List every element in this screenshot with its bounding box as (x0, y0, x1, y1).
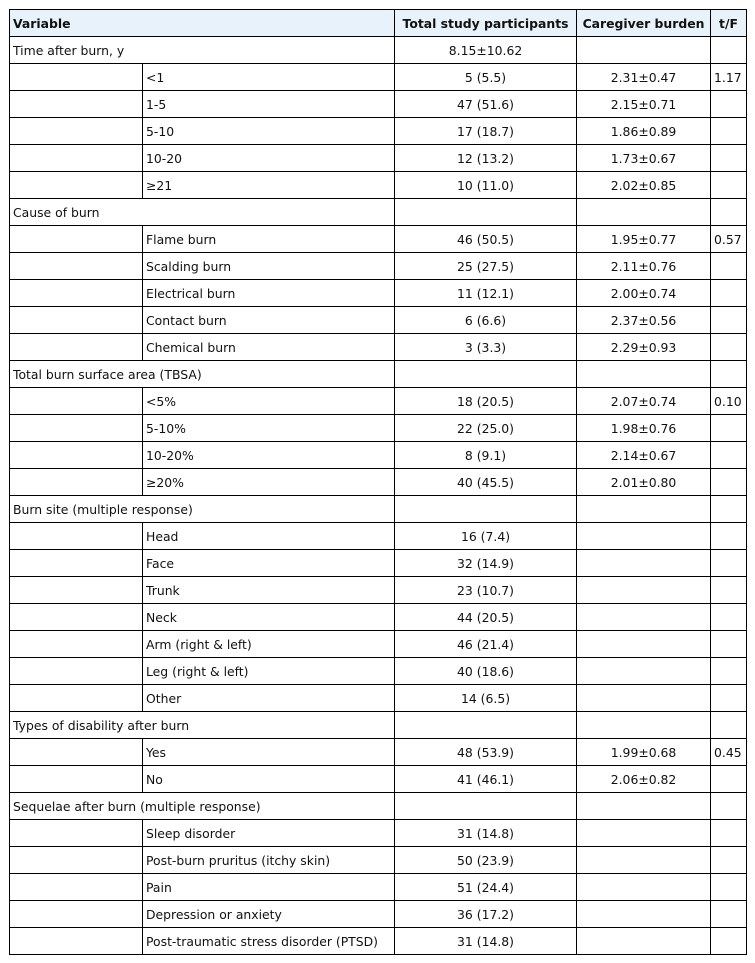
group-row (10, 793, 747, 820)
table-row (10, 415, 747, 442)
row-label: Arm (right & left) (143, 631, 395, 658)
table-header (10, 10, 747, 37)
table-row (10, 550, 747, 577)
indent-cell (10, 604, 143, 631)
total-participants-cell: 23 (10.7) (395, 577, 577, 604)
total-participants-cell: 31 (14.8) (395, 928, 577, 955)
indent-cell (10, 334, 143, 361)
row-label: Sleep disorder (143, 820, 395, 847)
row-label: Post-traumatic stress disorder (PTSD) (143, 928, 395, 955)
row-label: 5-10% (143, 415, 395, 442)
tf-cell (711, 766, 747, 793)
total-participants-cell: 32 (14.9) (395, 550, 577, 577)
table-body (10, 37, 747, 955)
header-caregiver-burden: Caregiver burden (577, 10, 711, 37)
row-label: 1-5 (143, 91, 395, 118)
tf-cell: 0.10 (711, 388, 747, 415)
row-label: 10-20% (143, 442, 395, 469)
caregiver-burden-cell: 2.14±0.67 (577, 442, 711, 469)
tf-cell (711, 523, 747, 550)
caregiver-burden-cell: 2.15±0.71 (577, 91, 711, 118)
table-row (10, 874, 747, 901)
row-label: <1 (143, 64, 395, 91)
table-row (10, 658, 747, 685)
caregiver-burden-cell (577, 820, 711, 847)
caregiver-burden-cell (577, 793, 711, 820)
caregiver-burden-cell: 2.11±0.76 (577, 253, 711, 280)
indent-cell (10, 577, 143, 604)
row-label: Neck (143, 604, 395, 631)
table-row (10, 685, 747, 712)
caregiver-burden-cell (577, 847, 711, 874)
caregiver-burden-cell (577, 37, 711, 64)
tf-cell (711, 307, 747, 334)
tf-cell (711, 442, 747, 469)
tf-cell (711, 577, 747, 604)
row-label: No (143, 766, 395, 793)
header-row (10, 10, 747, 37)
row-label: Trunk (143, 577, 395, 604)
total-participants-cell: 12 (13.2) (395, 145, 577, 172)
tf-cell (711, 712, 747, 739)
tf-cell (711, 199, 747, 226)
table-row (10, 469, 747, 496)
tf-cell (711, 91, 747, 118)
total-participants-cell: 36 (17.2) (395, 901, 577, 928)
tf-cell (711, 496, 747, 523)
tf-cell (711, 118, 747, 145)
indent-cell (10, 469, 143, 496)
indent-cell (10, 91, 143, 118)
tf-cell (711, 361, 747, 388)
row-label: Head (143, 523, 395, 550)
tf-cell (711, 928, 747, 955)
indent-cell (10, 226, 143, 253)
header-variable: Variable (10, 10, 395, 37)
table-container (9, 9, 747, 955)
table-row (10, 901, 747, 928)
table-row (10, 64, 747, 91)
caregiver-burden-cell: 1.99±0.68 (577, 739, 711, 766)
total-participants-cell: 18 (20.5) (395, 388, 577, 415)
tf-cell (711, 874, 747, 901)
total-participants-cell: 44 (20.5) (395, 604, 577, 631)
indent-cell (10, 307, 143, 334)
group-row (10, 712, 747, 739)
caregiver-burden-cell: 2.37±0.56 (577, 307, 711, 334)
total-participants-cell: 46 (50.5) (395, 226, 577, 253)
caregiver-burden-cell: 2.02±0.85 (577, 172, 711, 199)
tf-cell (711, 37, 747, 64)
tf-cell (711, 658, 747, 685)
caregiver-burden-cell: 1.86±0.89 (577, 118, 711, 145)
caregiver-burden-cell: 1.98±0.76 (577, 415, 711, 442)
row-label: Other (143, 685, 395, 712)
caregiver-burden-cell: 1.73±0.67 (577, 145, 711, 172)
row-label: Contact burn (143, 307, 395, 334)
row-label: Chemical burn (143, 334, 395, 361)
total-participants-cell (395, 712, 577, 739)
table-row (10, 604, 747, 631)
caregiver-burden-cell (577, 523, 711, 550)
caregiver-burden-cell (577, 604, 711, 631)
total-participants-cell: 3 (3.3) (395, 334, 577, 361)
indent-cell (10, 388, 143, 415)
table-row (10, 334, 747, 361)
caregiver-burden-cell (577, 550, 711, 577)
group-label: Burn site (multiple response) (10, 496, 395, 523)
caregiver-burden-cell (577, 658, 711, 685)
tf-cell (711, 145, 747, 172)
tf-cell: 1.17 (711, 64, 747, 91)
caregiver-burden-cell: 2.29±0.93 (577, 334, 711, 361)
total-participants-cell: 16 (7.4) (395, 523, 577, 550)
total-participants-cell: 6 (6.6) (395, 307, 577, 334)
tf-cell (711, 901, 747, 928)
table-row (10, 577, 747, 604)
caregiver-burden-cell (577, 685, 711, 712)
caregiver-burden-cell: 2.00±0.74 (577, 280, 711, 307)
total-participants-cell: 50 (23.9) (395, 847, 577, 874)
row-label: Leg (right & left) (143, 658, 395, 685)
table-row (10, 91, 747, 118)
table-row (10, 118, 747, 145)
caregiver-burden-cell (577, 577, 711, 604)
caregiver-burden-cell: 2.07±0.74 (577, 388, 711, 415)
row-label: Depression or anxiety (143, 901, 395, 928)
total-participants-cell: 14 (6.5) (395, 685, 577, 712)
indent-cell (10, 739, 143, 766)
total-participants-cell: 22 (25.0) (395, 415, 577, 442)
indent-cell (10, 874, 143, 901)
indent-cell (10, 523, 143, 550)
table-row (10, 766, 747, 793)
total-participants-cell: 5 (5.5) (395, 64, 577, 91)
tf-cell (711, 820, 747, 847)
indent-cell (10, 172, 143, 199)
table-row (10, 631, 747, 658)
indent-cell (10, 442, 143, 469)
tf-cell (711, 550, 747, 577)
row-label: Electrical burn (143, 280, 395, 307)
indent-cell (10, 64, 143, 91)
caregiver-burden-cell (577, 874, 711, 901)
table-row (10, 847, 747, 874)
row-label: ≥21 (143, 172, 395, 199)
total-participants-cell: 47 (51.6) (395, 91, 577, 118)
indent-cell (10, 631, 143, 658)
indent-cell (10, 766, 143, 793)
total-participants-cell: 51 (24.4) (395, 874, 577, 901)
group-label: Sequelae after burn (multiple response) (10, 793, 395, 820)
table-row (10, 388, 747, 415)
tf-cell (711, 415, 747, 442)
table-row (10, 145, 747, 172)
total-participants-cell: 46 (21.4) (395, 631, 577, 658)
tf-cell: 0.45 (711, 739, 747, 766)
total-participants-cell: 41 (46.1) (395, 766, 577, 793)
total-participants-cell: 31 (14.8) (395, 820, 577, 847)
indent-cell (10, 145, 143, 172)
group-label: Time after burn, y (10, 37, 395, 64)
row-label: Pain (143, 874, 395, 901)
caregiver-burden-cell (577, 901, 711, 928)
tf-cell (711, 793, 747, 820)
tf-cell (711, 469, 747, 496)
caregiver-burden-cell (577, 361, 711, 388)
total-participants-cell (395, 199, 577, 226)
total-participants-cell: 8.15±10.62 (395, 37, 577, 64)
indent-cell (10, 415, 143, 442)
table-row (10, 280, 747, 307)
table-row (10, 820, 747, 847)
group-row (10, 37, 747, 64)
total-participants-cell: 25 (27.5) (395, 253, 577, 280)
header-total-participants: Total study participants (395, 10, 577, 37)
tf-cell (711, 253, 747, 280)
total-participants-cell (395, 793, 577, 820)
tf-cell: 0.57 (711, 226, 747, 253)
table-row (10, 523, 747, 550)
total-participants-cell: 17 (18.7) (395, 118, 577, 145)
indent-cell (10, 550, 143, 577)
indent-cell (10, 658, 143, 685)
caregiver-burden-cell (577, 712, 711, 739)
row-label: Flame burn (143, 226, 395, 253)
total-participants-cell: 40 (45.5) (395, 469, 577, 496)
row-label: Face (143, 550, 395, 577)
caregiver-burden-cell (577, 199, 711, 226)
total-participants-cell (395, 361, 577, 388)
group-label: Total burn surface area (TBSA) (10, 361, 395, 388)
tf-cell (711, 334, 747, 361)
indent-cell (10, 820, 143, 847)
total-participants-cell: 8 (9.1) (395, 442, 577, 469)
table-row (10, 253, 747, 280)
group-row (10, 361, 747, 388)
indent-cell (10, 847, 143, 874)
indent-cell (10, 928, 143, 955)
indent-cell (10, 685, 143, 712)
caregiver-burden-cell: 1.95±0.77 (577, 226, 711, 253)
tf-cell (711, 847, 747, 874)
table-row (10, 307, 747, 334)
total-participants-cell: 40 (18.6) (395, 658, 577, 685)
caregiver-burden-cell (577, 928, 711, 955)
total-participants-cell (395, 496, 577, 523)
row-label: Scalding burn (143, 253, 395, 280)
row-label: 10-20 (143, 145, 395, 172)
table-row (10, 172, 747, 199)
group-label: Types of disability after burn (10, 712, 395, 739)
caregiver-burden-cell (577, 496, 711, 523)
tf-cell (711, 172, 747, 199)
row-label: Yes (143, 739, 395, 766)
table-row (10, 928, 747, 955)
tf-cell (711, 604, 747, 631)
row-label: 5-10 (143, 118, 395, 145)
row-label: Post-burn pruritus (itchy skin) (143, 847, 395, 874)
header-tf: t/F (711, 10, 747, 37)
tf-cell (711, 685, 747, 712)
indent-cell (10, 253, 143, 280)
group-row (10, 199, 747, 226)
row-label: ≥20% (143, 469, 395, 496)
table-row (10, 442, 747, 469)
table-row (10, 739, 747, 766)
row-label: <5% (143, 388, 395, 415)
group-row (10, 496, 747, 523)
indent-cell (10, 118, 143, 145)
tf-cell (711, 280, 747, 307)
caregiver-burden-cell (577, 631, 711, 658)
burn-characteristics-table (9, 9, 747, 955)
total-participants-cell: 10 (11.0) (395, 172, 577, 199)
caregiver-burden-cell: 2.31±0.47 (577, 64, 711, 91)
caregiver-burden-cell: 2.06±0.82 (577, 766, 711, 793)
group-label: Cause of burn (10, 199, 395, 226)
tf-cell (711, 631, 747, 658)
indent-cell (10, 901, 143, 928)
caregiver-burden-cell: 2.01±0.80 (577, 469, 711, 496)
table-row (10, 226, 747, 253)
total-participants-cell: 48 (53.9) (395, 739, 577, 766)
indent-cell (10, 280, 143, 307)
total-participants-cell: 11 (12.1) (395, 280, 577, 307)
